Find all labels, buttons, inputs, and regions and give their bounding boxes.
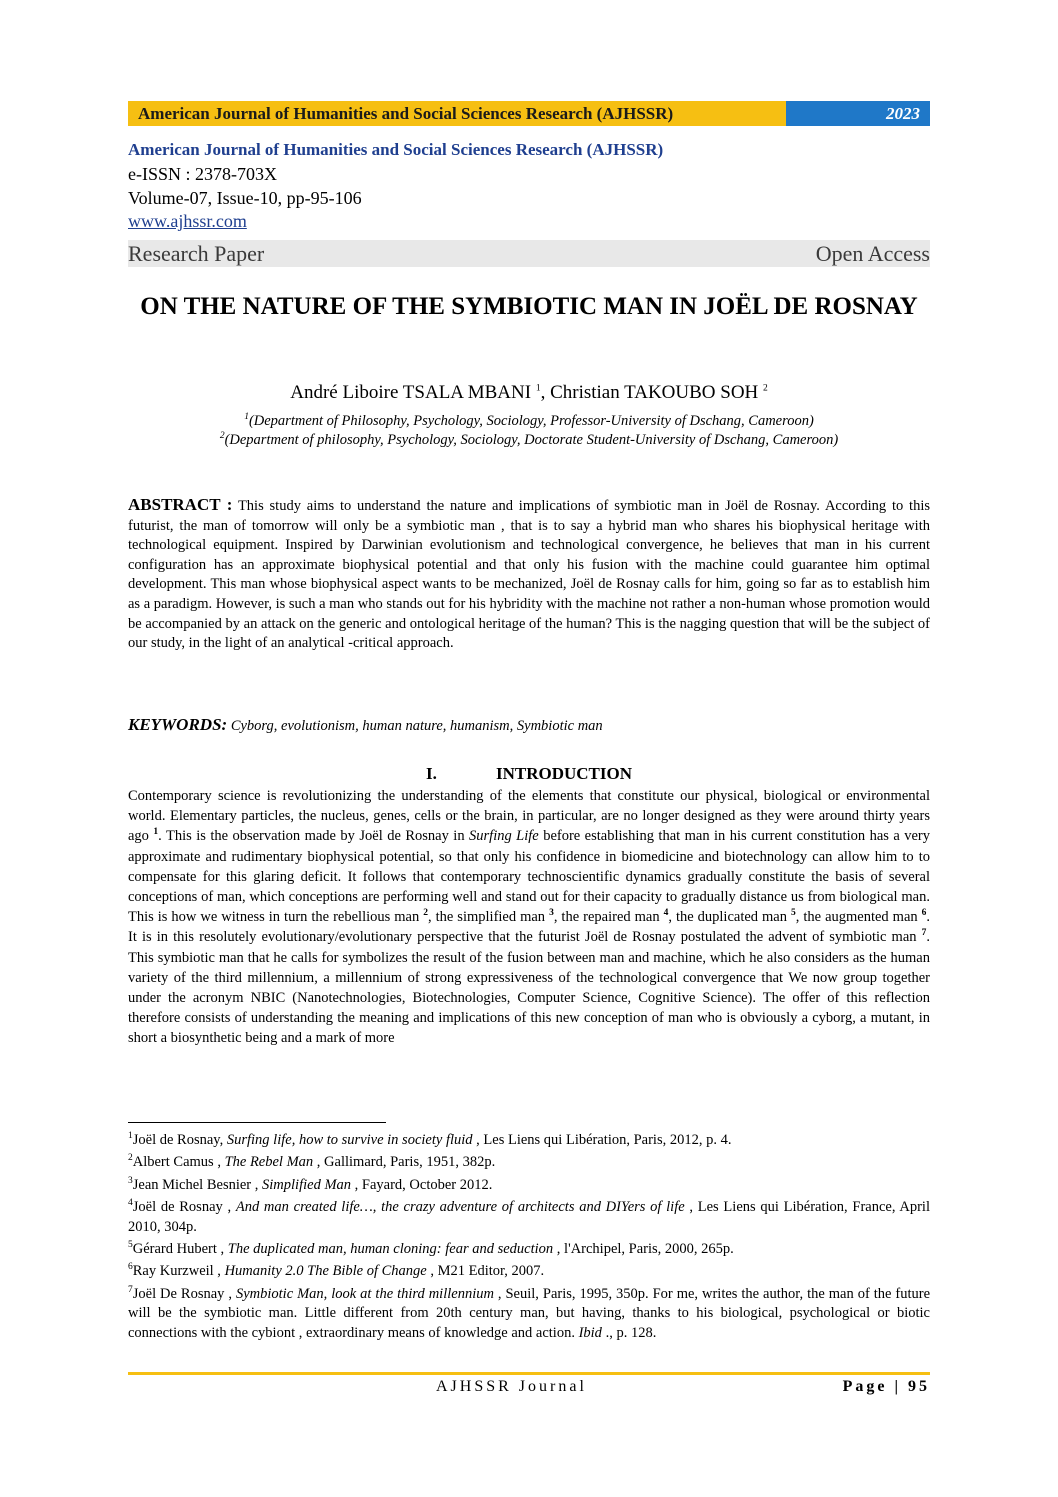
author-1: André Liboire TSALA MBANI bbox=[290, 382, 532, 403]
footnotes bbox=[128, 1131, 930, 1346]
affil-2-text: (Department of philosophy, Psychology, Sociology, Doctorate Student-University of Dschang, Cameroon) bbox=[224, 432, 839, 448]
intro-text: . This is the observation made by Joël de Rosnay in bbox=[158, 828, 470, 845]
issn: e-ISSN : 2378-703X bbox=[128, 164, 277, 184]
footnote-title: The duplicated man, human cloning: fear and seduction bbox=[227, 1241, 554, 1258]
introduction-paragraph bbox=[128, 786, 930, 1049]
footnote-author: Gérard Hubert , bbox=[132, 1241, 228, 1258]
footnote-5 bbox=[128, 1240, 930, 1259]
footnote-rest: , M21 Editor, 2007. bbox=[426, 1263, 545, 1280]
journal-title: American Journal of Humanities and Social Sciences Research (AJHSSR) bbox=[128, 140, 664, 159]
footnote-number: 5 bbox=[128, 1240, 133, 1251]
footer-divider bbox=[128, 1372, 930, 1375]
footnote-number: 1 bbox=[128, 1131, 133, 1142]
footnote-number: 7 bbox=[128, 1285, 133, 1296]
footnote-number: 4 bbox=[128, 1198, 133, 1209]
footnote-title: Surfing life, how to survive in society fluid bbox=[226, 1132, 473, 1148]
footnote-rest: , Les Liens qui Libération, France, April 2010, 304p. bbox=[128, 1199, 930, 1235]
paper-type-bar bbox=[128, 240, 930, 267]
footnote-number: 2 bbox=[128, 1153, 133, 1164]
footnote-ref[interactable]: 7 bbox=[921, 928, 927, 939]
footnote-title: Symbiotic Man, look at the third millennium bbox=[235, 1285, 494, 1302]
intro-text: , the duplicated man bbox=[668, 909, 791, 926]
book-title: Surfing Life bbox=[469, 828, 539, 845]
footnote-2 bbox=[128, 1153, 930, 1172]
affiliation-1 bbox=[128, 412, 930, 431]
footnote-rest: , Les Liens qui Libération, Paris, 2012, p. 4. bbox=[472, 1132, 732, 1148]
intro-text: , the augmented man bbox=[795, 909, 922, 926]
footnote-author: Joël de Rosnay , bbox=[132, 1199, 236, 1216]
section-title: INTRODUCTION bbox=[495, 764, 633, 783]
footnote-rest: , Gallimard, Paris, 1951, 382p. bbox=[313, 1154, 496, 1171]
footnote-title: Simplified Man bbox=[262, 1176, 352, 1193]
affiliation-2 bbox=[128, 431, 930, 450]
journal-header bbox=[128, 138, 930, 232]
affiliations bbox=[128, 412, 930, 450]
footnote-ref[interactable]: 4 bbox=[663, 908, 669, 919]
section-heading bbox=[128, 764, 930, 784]
page-number: Page | 95 bbox=[842, 1378, 930, 1395]
journal-website-link[interactable]: www.ajhssr.com bbox=[128, 211, 247, 231]
access-type: Open Access bbox=[815, 241, 930, 266]
footnote-rest: , Seuil, Paris, 1995, 350p. For me, writes the author, the man of the future will be the symbiotic man. Little different from 20th century man, but having, thanks to his biological, psychological or biotic connections with the cybiont , extraordinary means of knowledge and action. bbox=[128, 1285, 931, 1341]
journal-band bbox=[128, 101, 930, 126]
footnote-number: 6 bbox=[128, 1262, 133, 1273]
footnote-ref[interactable]: 5 bbox=[791, 908, 796, 919]
author-2: Christian TAKOUBO SOH bbox=[550, 382, 759, 403]
band-year: 2023 bbox=[786, 101, 930, 126]
intro-text: , the simplified man bbox=[427, 909, 550, 926]
footnote-rest: ., p. 128. bbox=[601, 1324, 657, 1341]
intro-text: , the repaired man bbox=[553, 909, 664, 926]
author-2-affil-mark: 2 bbox=[763, 383, 768, 394]
abstract-text: This study aims to understand the nature and implications of symbiotic man in Joël de Rosnay. According to this futurist, the man of tomorrow will only be a symbiotic man , that is to say a hybrid man who shares his biophysical heritage with technological equipment. Inspired by Darwinian evolutionism and technological convergence, he believes that man in his current configuration has an approximate biophysical potential and that only his fusion with the machine could guarantee him optimal development. This man whose biophysical aspect wants to be mechanized, Joël de Rosnay calls for him, going so far as to establish him as a paradigm. However, is such a man who stands out for his hybridity with the machine not rather a non-human whose promotion would be accompanied by an attack on the generic and ontological heritage of the human? This is the nagging question that will be the subject of our study, in the light of an analytical -critical approach. bbox=[128, 498, 930, 652]
author-1-affil-mark: 1 bbox=[535, 383, 541, 394]
keywords bbox=[128, 715, 930, 736]
volume-issue: Volume-07, Issue-10, pp-95-106 bbox=[128, 188, 362, 208]
footnote-6 bbox=[128, 1262, 930, 1281]
intro-text: . This symbiotic man that he calls for symbolizes the result of the fusion between man and machine, which he also considers as the human variety of the third millennium, a millennium of strong expressiveness of the technological convergence that We now group together under the acronym NBIC (Nanotechnologies, Biotechnologies, Computer Science, Cognitive Science). The offer of this reflection therefore consists of understanding the meaning and implications of this new conception of man who is obviously a cyborg, a mutant, in short a biosynthetic being and a mark of more bbox=[128, 929, 930, 1047]
footnote-7 bbox=[128, 1285, 930, 1343]
footnote-1 bbox=[128, 1131, 930, 1150]
intro-text: before establishing that man in his current constitution has a very approximate and rudimentary biophysical potential, so that only his confidence in biomedicine and biotechnology can allow him to to compensate for this glaring deficit. It follows that contemporary technoscientific dynamics gradually constitute the basis of several conceptions of man, which conceptions are performing well and stand out for their capacity to gradually distance us from biological man. This is how we witness in turn the rebellious man bbox=[128, 828, 930, 926]
footnote-4 bbox=[128, 1198, 930, 1237]
footnote-title: And man created life…, the crazy adventure of architects and DIYers of life bbox=[235, 1199, 685, 1216]
footnote-ref[interactable]: 2 bbox=[423, 908, 428, 919]
intro-text: Contemporary science is revolutionizing the understanding of the elements that constitute our physical, biological or environmental world. Elementary particles, the nucleus, genes, cells or the brain, in particular, are no longer designed as they were around thirty years ago bbox=[128, 788, 930, 845]
keywords-text: Cyborg, evolutionism, human nature, humanism, Symbiotic man bbox=[230, 718, 603, 734]
footnote-title: Humanity 2.0 The Bible of Change bbox=[224, 1263, 427, 1280]
paper-title: ON THE NATURE OF THE SYMBIOTIC MAN IN JOËL DE ROSNAY bbox=[140, 293, 918, 320]
footnote-rest: , Fayard, October 2012. bbox=[351, 1176, 493, 1193]
section-number: I. bbox=[425, 764, 437, 783]
page-footer bbox=[128, 1376, 930, 1398]
footnote-3 bbox=[128, 1176, 930, 1195]
footnote-title: The Rebel Man bbox=[224, 1154, 314, 1171]
footnote-author: Joël De Rosnay , bbox=[132, 1285, 236, 1302]
footnote-author: Jean Michel Besnier , bbox=[132, 1176, 263, 1193]
footnote-ref[interactable]: 6 bbox=[921, 908, 927, 919]
intro-text: . It is in this resolutely evolutionary/evolutionary perspective that the futurist Joël de Rosnay postulated the advent of symbiotic man bbox=[128, 909, 931, 946]
footnote-author: Joël de Rosnay, bbox=[132, 1132, 227, 1148]
affil-1-mark: 1 bbox=[244, 412, 249, 423]
affil-1-text: (Department of Philosophy, Psychology, Sociology, Professor-University of Dschang, Cameroon) bbox=[248, 413, 814, 429]
footnote-author: Albert Camus , bbox=[132, 1154, 225, 1171]
footnote-author: Ray Kurzweil , bbox=[132, 1263, 225, 1280]
paper-type: Research Paper bbox=[128, 241, 265, 266]
band-journal-name: American Journal of Humanities and Social Sciences Research (AJHSSR) bbox=[128, 101, 786, 126]
footnote-ref[interactable]: 3 bbox=[549, 908, 554, 919]
footnote-ref[interactable]: 1 bbox=[153, 827, 159, 838]
footnote-divider bbox=[128, 1122, 386, 1123]
abstract bbox=[128, 495, 930, 654]
footer-journal: AJHSSR Journal bbox=[436, 1378, 587, 1395]
footnote-rest: , l'Archipel, Paris, 2000, 265p. bbox=[553, 1241, 734, 1258]
authors bbox=[128, 381, 930, 405]
affil-2-mark: 2 bbox=[219, 431, 225, 442]
footnote-ibid: Ibid bbox=[578, 1324, 602, 1341]
author-separator: , bbox=[540, 382, 551, 403]
abstract-label: ABSTRACT : bbox=[128, 495, 233, 514]
keywords-label: KEYWORDS: bbox=[128, 715, 228, 734]
footnote-number: 3 bbox=[128, 1175, 133, 1186]
